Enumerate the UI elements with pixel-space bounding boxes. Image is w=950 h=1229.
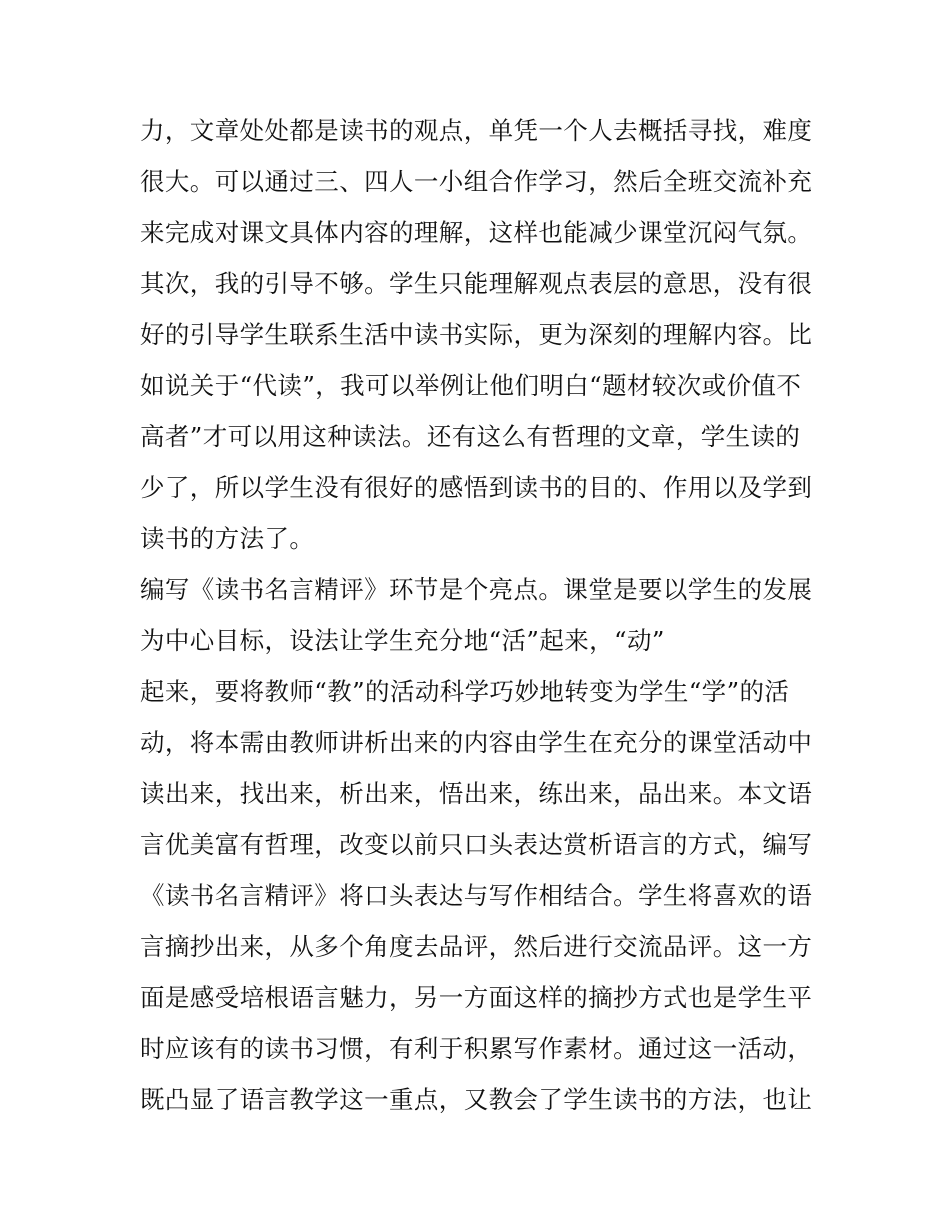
text-line: 力，文章处处都是读书的观点，单凭一个人去概括寻找，难度 <box>140 116 813 145</box>
text-line: 高者”才可以用这种读法。还有这么有哲理的文章，学生读的 <box>140 422 801 451</box>
text-line: 读出来，找出来，析出来，悟出来，练出来，品出来。本文语 <box>140 779 813 808</box>
text-line: 好的引导学生联系生活中读书实际，更为深刻的理解内容。比 <box>140 320 813 349</box>
text-line: 其次，我的引导不够。学生只能理解观点表层的意思，没有很 <box>140 269 813 298</box>
text-line: 为中心目标，设法让学生充分地“活”起来，“动” <box>140 626 665 655</box>
text-line: 时应该有的读书习惯，有利于积累写作素材。通过这一活动， <box>140 1034 813 1063</box>
text-line: 面是感受培根语言魅力，另一方面这样的摘抄方式也是学生平 <box>140 983 813 1012</box>
text-line: 言优美富有哲理，改变以前只口头表达赏析语言的方式，编写 <box>140 830 813 859</box>
text-line: 来完成对课文具体内容的理解，这样也能减少课堂沉闷气氛。 <box>140 218 813 247</box>
text-line: 言摘抄出来，从多个角度去品评，然后进行交流品评。这一方 <box>140 932 813 961</box>
text-line: 很大。可以通过三、四人一小组合作学习，然后全班交流补充 <box>140 167 813 196</box>
body-text <box>140 105 820 1125</box>
text-line: 既凸显了语言教学这一重点，又教会了学生读书的方法，也让 <box>140 1085 813 1114</box>
text-line: 少了，所以学生没有很好的感悟到读书的目的、作用以及学到 <box>140 473 813 502</box>
text-line: 《读书名言精评》将口头表达与写作相结合。学生将喜欢的语 <box>140 881 813 910</box>
text-line: 读书的方法了。 <box>140 524 315 553</box>
text-line: 起来，要将教师“教”的活动科学巧妙地转变为学生“学”的活 <box>140 677 790 706</box>
text-line: 动，将本需由教师讲析出来的内容由学生在充分的课堂活动中 <box>140 728 813 757</box>
text-line: 如说关于“代读”，我可以举例让他们明白“题材较次或价值不 <box>140 371 802 400</box>
text-line: 编写《读书名言精评》环节是个亮点。课堂是要以学生的发展 <box>140 575 813 604</box>
